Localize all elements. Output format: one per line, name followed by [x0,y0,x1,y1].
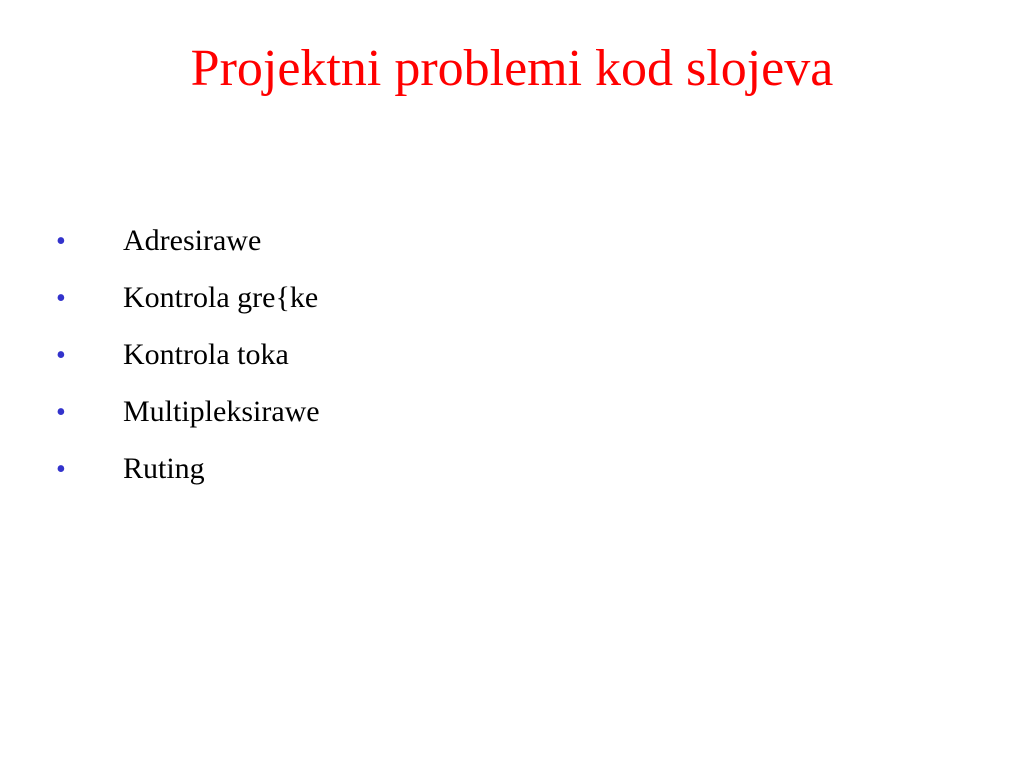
slide-title: Projektni problemi kod slojeva [190,40,834,97]
list-item-text: Kontrola toka [123,338,289,371]
list-item [56,218,320,275]
bullet-icon: • [56,226,66,257]
list-item-text: Kontrola gre{ke [123,281,319,314]
bullet-list [56,218,320,503]
list-item [56,332,320,389]
bullet-icon: • [56,454,66,485]
list-item-text: Ruting [123,452,205,485]
list-item [56,389,320,446]
bullet-icon: • [56,340,66,371]
bullet-icon: • [56,283,66,314]
list-item [56,446,320,503]
list-item [56,275,320,332]
bullet-icon: • [56,397,66,428]
list-item-text: Multipleksirawe [123,395,320,428]
list-item-text: Adresirawe [123,224,262,257]
